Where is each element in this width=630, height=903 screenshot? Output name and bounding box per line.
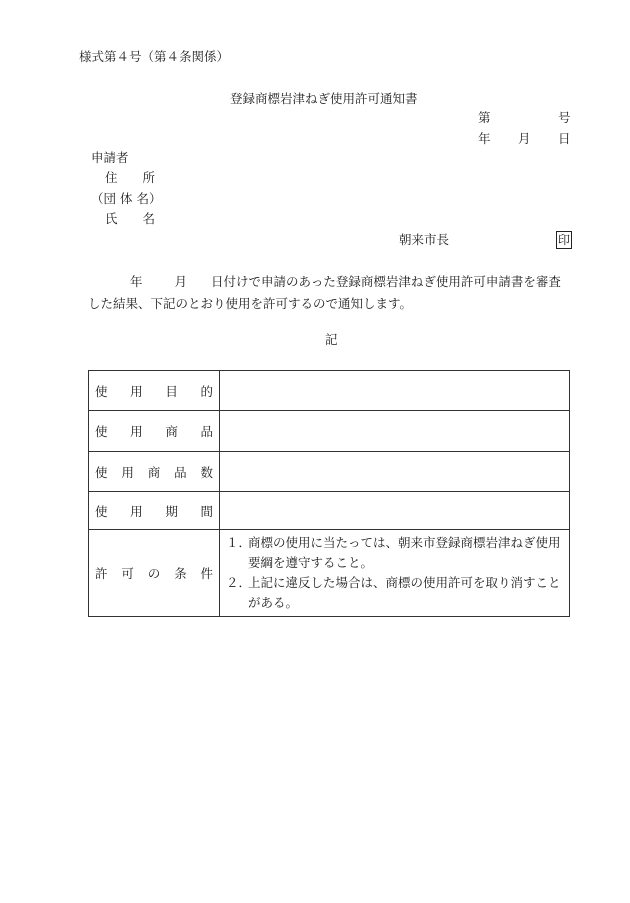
- document-title: 登録商標岩津ねぎ使用許可通知書: [230, 91, 418, 106]
- purpose-label: 使 用 目 的: [89, 371, 220, 411]
- product-value: [220, 411, 570, 452]
- issuer-title: 朝来市長: [399, 232, 450, 247]
- period-label: 使 用 期 間: [89, 492, 220, 530]
- date-year: 年: [478, 131, 491, 146]
- conditions-value: [220, 530, 570, 617]
- product-label: 使 用 商 品: [89, 411, 220, 452]
- condition-item: ２． 上記に違反した場合は、商標の使用許可を取り消すことがある。: [226, 575, 561, 610]
- group-name-label: （団 体 名）: [91, 191, 162, 206]
- date-day: 日: [558, 131, 571, 146]
- form-number: 様式第４号（第４条関係）: [79, 49, 230, 64]
- seal-mark: 印: [558, 233, 571, 247]
- doc-number-suffix: 号: [558, 110, 571, 125]
- purpose-value: [220, 371, 570, 411]
- period-value: [220, 492, 570, 530]
- doc-number-prefix: 第: [478, 110, 491, 125]
- condition-item: １． 商標の使用に当たっては、朝来市登録商標岩津ねぎ使用要綱を遵守すること。: [226, 535, 561, 570]
- table-row: [89, 452, 570, 492]
- conditions-label: 許 可 の 条 件: [89, 530, 220, 617]
- body-year: 年: [130, 274, 143, 289]
- body-month: 月: [174, 274, 188, 289]
- applicant-heading: 申請者: [91, 150, 129, 165]
- table-row: [89, 530, 570, 617]
- name-label: 氏 名: [105, 211, 156, 226]
- quantity-value: [220, 452, 570, 492]
- date-month: 月: [518, 131, 531, 146]
- details-table: [88, 370, 570, 617]
- notification-body: [88, 271, 573, 315]
- quantity-label: 使 用 商 品 数: [89, 452, 220, 492]
- body-text: 日付けで申請のあった登録商標岩津ねぎ使用許可申請書を審査した結果、下記のとおり使用を許可するので通知します。: [88, 274, 561, 311]
- ki-heading: 記: [325, 332, 338, 347]
- table-row: [89, 411, 570, 452]
- table-row: [89, 492, 570, 530]
- address-label: 住 所: [105, 170, 156, 185]
- table-row: [89, 371, 570, 411]
